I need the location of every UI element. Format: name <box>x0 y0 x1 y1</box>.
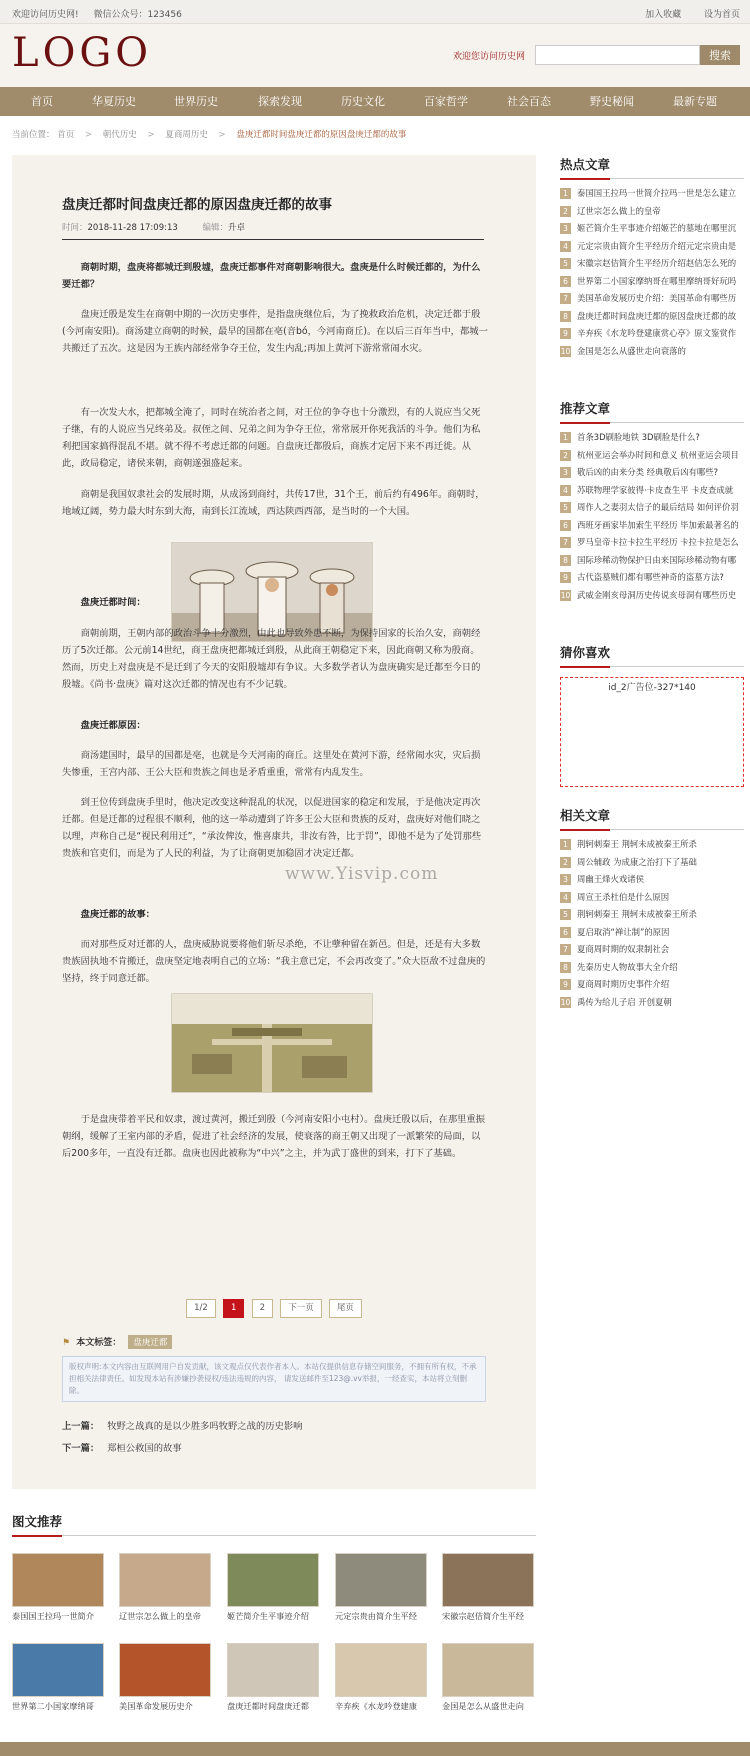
rank-badge: 1 <box>560 432 571 443</box>
article-editor: 升卓 <box>228 223 246 233</box>
prev-article <box>62 1418 302 1432</box>
breadcrumb: 当前位置： 首页 > 朝代历史 > 夏商周历史 > 盘庚迁都时间盘庚迁都的原因盘庚迁都的故事 <box>12 130 407 140</box>
list-item-title[interactable]: 世界第二小国家摩纳哥在哪里摩纳哥好玩吗 <box>577 275 737 286</box>
bookmark-icon: ⚑ <box>62 1338 71 1348</box>
related-list <box>560 830 744 1011</box>
breadcrumb-prefix: 当前位置： <box>12 130 55 140</box>
page-link[interactable]: 2 <box>252 1299 273 1318</box>
list-item[interactable] <box>560 587 744 605</box>
last-page-button[interactable]: 尾页 <box>329 1299 362 1318</box>
list-item[interactable] <box>560 343 744 361</box>
list-item[interactable] <box>560 447 744 465</box>
thumb-card[interactable] <box>119 1553 211 1622</box>
list-item-title[interactable]: 元定宗贵由简介生平经历介绍元定宗贵由是 <box>577 240 737 251</box>
article-paragraph: 而对那些反对迁都的人，盘庚威胁说要将他们斩尽杀绝，不让孽种留在新邑。但是，还是有大多数贵族固执地不肯搬迁，盘庚坚定地表明自己的立场：“我主意已定，不会再改变了。”众大臣敌不过盘庚的坚持，终于同意迁都。 <box>62 939 486 984</box>
rank-badge: 2 <box>560 206 571 217</box>
list-item-title[interactable]: 周作人之妻羽太信子的最后结局 如何评价羽 <box>577 502 739 512</box>
list-item[interactable] <box>560 889 744 907</box>
image-recommend-title: 图文推荐 <box>12 1512 62 1537</box>
rank-badge: 1 <box>560 188 571 199</box>
thumb-card[interactable] <box>442 1643 534 1712</box>
rank-badge: 2 <box>560 857 571 868</box>
list-item-title[interactable]: 西班牙画家毕加索生平经历 毕加索最著名的 <box>577 519 739 530</box>
logo[interactable]: LOGO <box>12 30 153 76</box>
list-item-title[interactable]: 周幽王烽火戏诸侯 <box>577 874 644 884</box>
related-articles <box>560 806 744 1011</box>
recommended-list <box>560 423 744 604</box>
next-page-button[interactable]: 下一页 <box>280 1299 322 1318</box>
page-link-current[interactable]: 1 <box>223 1299 244 1318</box>
prev-label: 上一篇： <box>62 1421 100 1432</box>
thumb-caption[interactable]: 辽世宗怎么做上的皇帝 <box>119 1611 201 1621</box>
nav-item-world-history[interactable]: 世界历史 <box>174 95 218 108</box>
list-item[interactable] <box>560 836 744 854</box>
article-tags <box>62 1335 172 1349</box>
rank-badge: 10 <box>560 590 571 600</box>
thumb-card[interactable] <box>442 1553 534 1622</box>
list-item-title[interactable]: 荆轲刺秦王 荆轲未成被秦王所杀 <box>577 909 697 919</box>
list-item-title[interactable]: 姬芒简介生平事迹介绍姬芒的墓地在哪里沉 <box>577 223 737 233</box>
nav-item-society[interactable]: 社会百态 <box>507 95 551 108</box>
add-favorite-link[interactable]: 加入收藏 <box>645 10 682 20</box>
search-button[interactable]: 搜索 <box>700 45 740 65</box>
image-recommend-title-bar <box>12 1512 536 1536</box>
list-item[interactable] <box>560 517 744 535</box>
list-item[interactable] <box>560 308 744 326</box>
thumb-image[interactable] <box>227 1643 319 1697</box>
next-article-link[interactable]: 郑桓公救国的故事 <box>107 1443 182 1454</box>
section-heading: 盘庚迁都的故事： <box>80 909 155 920</box>
page-count: 1/2 <box>186 1299 216 1318</box>
list-item[interactable] <box>560 941 744 959</box>
list-item[interactable] <box>560 976 744 994</box>
article-paragraph: 盘庚迁殷是发生在商朝中期的一次历史事件，是指盘庚继位后，为了挽救政治危机，决定迁都于殷(今河南安阳)。商汤建立商朝的时候，最早的国都在亳(音bó，今河南商丘)。在以后三百年当中，都城一共搬迁了五次。这是因为王族内部经常争夺王位，发生内乱;再加上黄河下游常常闹水灾。 <box>62 309 488 354</box>
list-item-title[interactable]: 夏商周时期的奴隶制社会 <box>577 944 670 954</box>
rank-badge: 9 <box>560 572 571 583</box>
list-item[interactable] <box>560 238 744 256</box>
article-image-city <box>171 993 373 1093</box>
nav-item-philosophy[interactable]: 百家哲学 <box>424 95 468 108</box>
guess-you-like <box>560 643 744 787</box>
rank-badge: 8 <box>560 311 571 322</box>
rank-badge: 9 <box>560 979 571 990</box>
next-article <box>62 1440 182 1454</box>
rank-badge: 9 <box>560 328 571 339</box>
list-item[interactable] <box>560 325 744 343</box>
section-heading: 盘庚迁都时间： <box>80 597 146 608</box>
rank-badge: 3 <box>560 223 571 234</box>
nav-item-explore[interactable]: 探索发现 <box>258 95 302 108</box>
article-time: 2018-11-28 17:09:13 <box>87 223 178 233</box>
thumb-image[interactable] <box>442 1643 534 1697</box>
watermark: www.Yisvip.com <box>285 864 439 884</box>
illustration-city-icon <box>172 994 373 1093</box>
thumb-card[interactable] <box>335 1643 427 1712</box>
rank-badge: 4 <box>560 892 571 903</box>
title-divider <box>62 239 484 240</box>
list-item-title[interactable]: 泰国国王拉玛一世简介拉玛一世是怎么建立 <box>577 188 737 198</box>
set-homepage-link[interactable]: 设为首页 <box>703 10 740 20</box>
recommended-title: 推荐文章 <box>560 399 610 424</box>
list-item[interactable] <box>560 203 744 221</box>
breadcrumb-item[interactable]: 夏商周历史 <box>165 130 208 140</box>
list-item[interactable] <box>560 290 744 308</box>
article-paragraph: 有一次发大水，把都城全淹了，同时在统治者之间，对王位的争夺也十分激烈，有的人说应当父死子继，有的人说应当兄终弟及。叔侄之间、兄弟之间为争夺王位，常常展开你死我活的斗争。他们为私利把国家搞得混乱不堪。就不得不考虑迁都的问题。自盘庚迁都殷后，商族才定居下来不再迁徙。从此，政局稳定，诸侯来朝，商朝遂强盛起来。 <box>62 407 481 469</box>
thumb-card[interactable] <box>227 1643 319 1712</box>
rank-badge: 5 <box>560 502 571 513</box>
pagination <box>12 1299 536 1318</box>
list-item[interactable] <box>560 959 744 977</box>
list-item[interactable] <box>560 429 744 447</box>
main-nav <box>0 87 750 116</box>
thumb-image[interactable] <box>12 1553 104 1607</box>
ad-slot[interactable]: id_2广告位-327*140 <box>560 677 744 787</box>
list-item-title[interactable]: 辽世宗怎么做上的皇帝 <box>577 205 661 216</box>
prev-article-link[interactable]: 牧野之战真的是以少胜多吗牧野之战的历史影响 <box>107 1421 303 1432</box>
editor-label: 编辑： <box>202 223 229 233</box>
thumb-card[interactable] <box>12 1553 104 1622</box>
rank-badge: 7 <box>560 293 571 304</box>
thumb-card[interactable] <box>119 1643 211 1712</box>
thumb-caption[interactable]: 世界第二小国家摩纳哥 <box>12 1701 94 1711</box>
nav-item-topics[interactable]: 最新专题 <box>673 95 717 108</box>
article-paragraph: 于是盘庚带着平民和奴隶，渡过黄河，搬迁到殷（今河南安阳小屯村）。盘庚迁殷以后，在那里重振朝纲，缓解了王室内部的矛盾，促进了社会经济的发展，使衰落的商王朝又出现了一派繁荣的局面，以后200多年，一直没有迁都。盘庚也因此被称为“中兴”之主，并为武丁盛世的到来，打下了基础。 <box>62 1114 486 1159</box>
article-meta <box>62 221 245 233</box>
nav-item-anecdotes[interactable]: 野史秘闻 <box>590 95 634 108</box>
list-item[interactable] <box>560 569 744 587</box>
rank-badge: 5 <box>560 258 571 269</box>
time-label: 时间： <box>62 223 88 233</box>
list-item-title[interactable]: 国际珍稀动物保护日由来国际珍稀动物有哪 <box>577 554 737 565</box>
article <box>12 155 536 1489</box>
rank-badge: 10 <box>560 346 571 356</box>
list-item[interactable] <box>560 273 744 291</box>
list-item-title[interactable]: 敬后凶的由来分类 经典敬后凶有哪些? <box>577 467 719 477</box>
list-item[interactable] <box>560 464 744 482</box>
rank-badge: 1 <box>560 839 571 850</box>
nav-item-culture[interactable]: 历史文化 <box>341 95 385 108</box>
thumb-image[interactable] <box>119 1553 211 1607</box>
breadcrumb-item[interactable]: 朝代历史 <box>102 130 137 140</box>
thumb-card[interactable] <box>227 1553 319 1622</box>
article-paragraph: 商朝前期，王朝内部的政治斗争十分激烈，由此也导致外患不断，为保持国家的长治久安，商朝经历了5次迁都。公元前14世纪，商王盘庚把都城迁到殷，从此商王朝稳定下来，因此商朝又称为殷商。然而，历史上对盘庚是不是迁到了今天的安阳殷墟却有争议。大多数学者认为盘庚确实是迁都至今日的殷墟。《尚书·盘庚》篇对这次迁都的情况也有不少记载。 <box>62 628 481 690</box>
recommended-articles <box>560 399 744 604</box>
nav-item-china-history[interactable]: 华夏历史 <box>92 95 136 108</box>
thumb-image[interactable] <box>335 1553 427 1607</box>
rank-badge: 4 <box>560 241 571 252</box>
list-item[interactable] <box>560 924 744 942</box>
thumb-caption[interactable]: 元定宗贵由简介生平经 <box>335 1611 417 1621</box>
rank-badge: 6 <box>560 276 571 287</box>
thumb-caption[interactable]: 美国革命发展历史介 <box>119 1701 193 1711</box>
list-item-title[interactable]: 辛弃疾《水龙吟登建康赏心亭》原文鉴赏作 <box>577 328 737 338</box>
rank-badge: 4 <box>560 485 571 496</box>
header-welcome: 欢迎您访问历史网 <box>453 52 526 62</box>
article-lead: 商朝时期，盘庚将都城迁到殷墟，盘庚迁都事件对商朝影响很大。盘庚是什么时候迁都的，为什么要迁都？ <box>62 262 481 290</box>
list-item-title[interactable]: 苏联物理学家彼得·卡皮查生平 卡皮查成就 <box>577 484 734 495</box>
list-item[interactable] <box>560 185 744 203</box>
list-item-title[interactable]: 金国是怎么从盛世走向衰落的 <box>577 345 686 356</box>
article-paragraph: 到王位传到盘庚手里时，他决定改变这种混乱的状况，以促进国家的稳定和发展，于是他决定再次迁都。但是迁都的过程很不顺利，他的这一举动遭到了许多王公大臣和贵族的反对，盘庚好对他们晓之以理，声称自己是“视民利用迁”，“承汝俾汝，惟喜康共，非汝有咎，比于罚”，即他不是为了处罚那些贵族和官吏们，而是为了人民的利益，为了让商朝更加稳固才决定迁都。 <box>62 797 482 859</box>
related-title-bar <box>560 806 744 830</box>
recommended-title-bar <box>560 399 744 423</box>
thumb-caption[interactable]: 辛弃疾《水龙吟登建康 <box>335 1701 417 1711</box>
list-item-title[interactable]: 禹传为给儿子启 开创夏朝 <box>577 996 672 1007</box>
list-item-title[interactable]: 美国革命发展历史介绍：美国革命有哪些历 <box>577 293 737 303</box>
rank-badge: 7 <box>560 537 571 548</box>
rank-badge: 3 <box>560 467 571 478</box>
rank-badge: 5 <box>560 909 571 920</box>
list-item-title[interactable]: 杭州亚运会举办时间和意义 杭州亚运会项目 <box>577 449 739 460</box>
rank-badge: 3 <box>560 874 571 885</box>
list-item-title[interactable]: 夏商周时期历史事件介绍 <box>577 979 670 989</box>
thumb-caption[interactable]: 盘庚迁都时间盘庚迁都 <box>227 1701 309 1711</box>
next-label: 下一篇： <box>62 1443 100 1454</box>
section-heading: 盘庚迁都原因： <box>80 720 146 731</box>
list-item-title[interactable]: 周宣王杀杜伯是什么原因 <box>577 891 670 902</box>
list-item[interactable] <box>560 255 744 273</box>
thumb-image[interactable] <box>119 1643 211 1697</box>
list-item[interactable] <box>560 871 744 889</box>
thumb-image[interactable] <box>335 1643 427 1697</box>
guess-title: 猜你喜欢 <box>560 643 610 668</box>
breadcrumb-current: 盘庚迁都时间盘庚迁都的原因盘庚迁都的故事 <box>236 130 407 140</box>
footer-bar <box>0 1742 750 1756</box>
guess-title-bar <box>560 643 744 667</box>
hot-articles-title: 热点文章 <box>560 155 610 180</box>
nav-item-home[interactable]: 首页 <box>31 95 53 108</box>
breadcrumb-item[interactable]: 首页 <box>57 130 75 140</box>
article-title: 盘庚迁都时间盘庚迁都的原因盘庚迁都的故事 <box>62 197 332 213</box>
list-item-title[interactable]: 宋徽宗赵佶简介生平经历介绍赵佶怎么死的 <box>577 258 737 268</box>
top-bar <box>0 0 750 24</box>
hot-articles <box>560 155 744 360</box>
list-item-title[interactable]: 先秦历史人物故事大全介绍 <box>577 961 678 972</box>
search-input[interactable] <box>535 45 700 65</box>
rank-badge: 6 <box>560 520 571 531</box>
thumb-image[interactable] <box>227 1553 319 1607</box>
thumb-card[interactable] <box>335 1553 427 1622</box>
rank-badge: 8 <box>560 962 571 973</box>
list-item-title[interactable]: 盘庚迁都时间盘庚迁都的原因盘庚迁都的故 <box>577 310 737 321</box>
list-item-title[interactable]: 罗马皇帝卡拉卡拉生平经历 卡拉卡拉是怎么 <box>577 537 739 547</box>
list-item[interactable] <box>560 534 744 552</box>
rank-badge: 7 <box>560 944 571 955</box>
tag-link[interactable]: 盘庚迁都 <box>128 1335 172 1349</box>
article-paragraph: 商汤建国时，最早的国都是亳，也就是今天河南的商丘。这里处在黄河下游，经常闹水灾，灾后损失惨重，王宫内部、王公大臣和贵族之间也是矛盾重重，常常有内乱发生。 <box>62 750 481 778</box>
wechat-text: 微信公众号：123456 <box>93 10 182 20</box>
related-title: 相关文章 <box>560 806 610 831</box>
list-item[interactable] <box>560 482 744 500</box>
header <box>0 24 750 87</box>
list-item-title[interactable]: 荆轲刺秦王 荆轲未成被秦王所杀 <box>577 839 697 849</box>
list-item-title[interactable]: 夏启取消“禅让制”的原因 <box>577 926 670 937</box>
hot-articles-list <box>560 179 744 360</box>
list-item-title[interactable]: 周公辅政 为成康之治打下了基础 <box>577 856 697 867</box>
copyright-disclaimer: 版权声明:本文内容由互联网用户自发贡献，该文观点仅代表作者本人。本站仅提供信息存储空间服务，不拥有所有权，不承担相关法律责任。如发现本站有涉嫌抄袭侵权/违法违规的内容， 请发送邮件至123@.vv举报，一经查实，本站将立刻删除。 <box>62 1356 486 1402</box>
rank-badge: 2 <box>560 450 571 461</box>
rank-badge: 8 <box>560 555 571 566</box>
rank-badge: 10 <box>560 997 571 1007</box>
rank-badge: 6 <box>560 927 571 938</box>
article-paragraph: 商朝是我国奴隶社会的发展时期，从成汤到商纣，共传17世，31个王，前后约有496年。商朝时，地域辽阔，势力最大时东到大海，南到长江流域，西达陕西西部，是当时的一个大国。 <box>62 489 485 517</box>
list-item[interactable] <box>560 906 744 924</box>
list-item[interactable] <box>560 854 744 872</box>
thumb-caption[interactable]: 姬芒简介生平事迹介绍 <box>227 1611 309 1621</box>
list-item-title[interactable]: 武威金刚亥母洞历史传说亥母洞有哪些历史 <box>577 589 737 600</box>
hot-articles-title-bar <box>560 155 744 179</box>
thumb-image[interactable] <box>442 1553 534 1607</box>
welcome-text: 欢迎访问历史网! <box>12 10 79 20</box>
thumb-caption[interactable]: 泰国国王拉玛一世简介 <box>12 1611 94 1621</box>
thumb-image[interactable] <box>12 1643 104 1697</box>
list-item[interactable] <box>560 552 744 570</box>
list-item-title[interactable]: 首条3D刷脸地铁 3D刷脸是什么? <box>577 432 700 442</box>
image-recommendations <box>12 1512 536 1711</box>
thumb-caption[interactable]: 宋徽宗赵佶简介生平经 <box>442 1611 524 1621</box>
list-item[interactable] <box>560 220 744 238</box>
thumb-card[interactable] <box>12 1643 104 1712</box>
list-item[interactable] <box>560 499 744 517</box>
list-item[interactable] <box>560 994 744 1012</box>
top-bar-right <box>625 7 740 20</box>
top-bar-left <box>12 7 182 20</box>
tags-label: 本文标签： <box>76 1338 122 1348</box>
thumb-caption[interactable]: 金国是怎么从盛世走向 <box>442 1701 524 1711</box>
list-item-title[interactable]: 古代盗墓贼们都有哪些神奇的盗墓方法? <box>577 572 724 582</box>
